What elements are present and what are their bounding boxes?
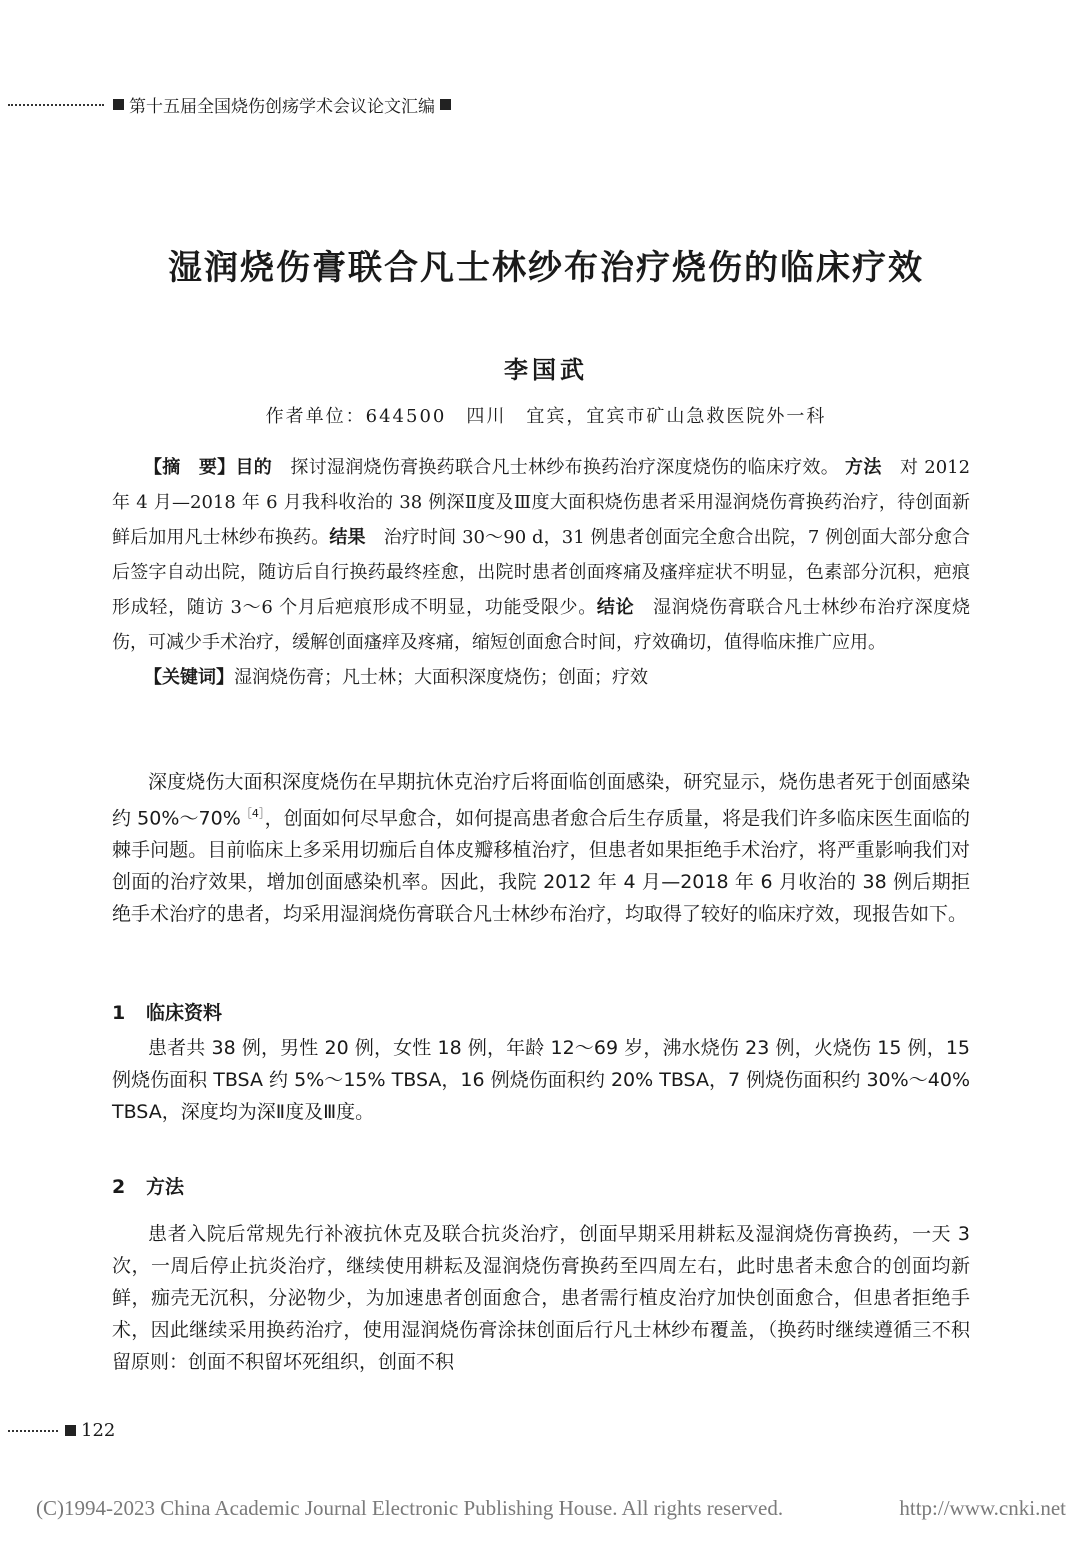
section-2-body — [112, 1218, 970, 1378]
dotted-leader — [8, 104, 104, 106]
section-heading-1 — [112, 998, 222, 1025]
section-number: 1 — [112, 1002, 126, 1024]
intro-paragraph — [112, 766, 970, 930]
paper-title: 湿润烧伤膏联合凡士林纱布治疗烧伤的临床疗效 — [168, 248, 924, 288]
page-number: 122 — [81, 1420, 116, 1441]
dotted-leader — [8, 1430, 58, 1432]
intro-text-part1: 深度烧伤大面积深度烧伤在早期抗休克治疗后将面临创面感染，研究显示，烧伤患者死于创面感染约 50%～70% — [112, 771, 970, 830]
square-bullet-icon — [65, 1425, 76, 1436]
abstract-block — [112, 450, 970, 695]
keywords-label: 【关键词】 — [144, 667, 234, 688]
conclusion-label: 结论 — [596, 597, 635, 618]
results-label: 结果 — [329, 527, 366, 548]
intro-section — [112, 766, 970, 930]
section-heading-2 — [112, 1172, 184, 1199]
section-number: 2 — [112, 1176, 126, 1198]
section-1-body — [112, 1032, 970, 1128]
square-bullet-icon — [113, 99, 124, 110]
square-bullet-icon — [440, 99, 451, 110]
objective-text: 探讨湿润烧伤膏换药联合凡士林纱布换药治疗深度烧伤的临床疗效。 — [290, 457, 840, 478]
citation-ref: ［4］ — [240, 807, 265, 820]
results-text: 治疗时间 30～90 d，31 例患者创面完全愈合出院，7 例创面大部分愈合后签字自动出院，随访后自行换药最终痊愈，出院时患者创面疼痛及瘙痒症状不明显，色素部分沉积，疤痕形成轻，随访 3～6 个月后疤痕形成不明显，功能受限少。 — [112, 527, 971, 618]
running-header — [8, 92, 528, 117]
objective-label: 目的 — [235, 457, 273, 478]
methods-text: 对 2012 年 4 月—2018 年 6 月我科收治的 38 例深Ⅱ度及Ⅲ度大面积烧伤患者采用湿润烧伤膏换药治疗，待创面新鲜后加用凡士林纱布换药。 — [112, 457, 971, 548]
methods-label: 方法 — [845, 457, 882, 478]
section-1-paragraph: 患者共 38 例，男性 20 例，女性 18 例，年龄 12～69 岁，沸水烧伤 23 例，火烧伤 15 例，15 例烧伤面积 TBSA 约 5%～15% TBSA，16 例烧伤面积约 20% TBSA，7 例烧伤面积约 30%～40% TBSA，深度均为深Ⅱ度及Ⅲ度。 — [112, 1037, 970, 1123]
intro-text-part2: ，创面如何尽早愈合，如何提高患者愈合后生存质量，将是我们许多临床医生面临的棘手问题。目前临床上多采用切痂后自体皮瓣移植治疗，但患者如果拒绝手术治疗，将严重影响我们对创面的治疗效果，增加创面感染机率。因此，我院 2012 年 4 月—2018 年 6 月收治的 38 例后期拒绝手术治疗的患者，均采用湿润烧伤膏联合凡士林纱布治疗，均取得了较好的临床疗效，现报告如下。 — [112, 807, 970, 926]
copyright-line — [36, 1496, 1066, 1521]
abstract-label: 【摘 要】 — [144, 457, 236, 478]
keywords-text: 湿润烧伤膏；凡士林；大面积深度烧伤；创面；疗效 — [234, 667, 648, 688]
section-title: 方法 — [146, 1176, 185, 1198]
author-name: 李国武 — [504, 355, 588, 384]
page-footer — [8, 1420, 208, 1441]
site-url: http://www.cnki.net — [899, 1496, 1066, 1520]
section-2-paragraph: 患者入院后常规先行补液抗休克及联合抗炎治疗，创面早期采用耕耘及湿润烧伤膏换药，一天 3 次，一周后停止抗炎治疗，继续使用耕耘及湿润烧伤膏换药至四周左右，此时患者未愈合的创面均新鲜，痂壳无沉积，分泌物少，为加速患者创面愈合，患者需行植皮治疗加快创面愈合，但患者拒绝手术，因此继续采用换药治疗，使用湿润烧伤膏涂抹创面后行凡士林纱布覆盖，（换药时继续遵循三不积留原则：创面不积留坏死组织，创面不积 — [112, 1223, 970, 1373]
conclusion-text: 湿润烧伤膏联合凡士林纱布治疗深度烧伤，可减少手术治疗，缓解创面瘙痒及疼痛，缩短创面愈合时间，疗效确切，值得临床推广应用。 — [112, 597, 971, 653]
abstract-paragraph — [112, 450, 970, 660]
running-header-text: 第十五届全国烧伤创疡学术会议论文汇编 — [129, 97, 435, 117]
copyright-text: (C)1994-2023 China Academic Journal Electronic Publishing House. All rights reserved. — [36, 1496, 784, 1520]
section-title: 临床资料 — [146, 1002, 223, 1024]
keywords-paragraph — [112, 660, 970, 695]
author-affiliation: 作者单位：644500 四川 宜宾，宜宾市矿山急救医院外一科 — [265, 406, 827, 427]
